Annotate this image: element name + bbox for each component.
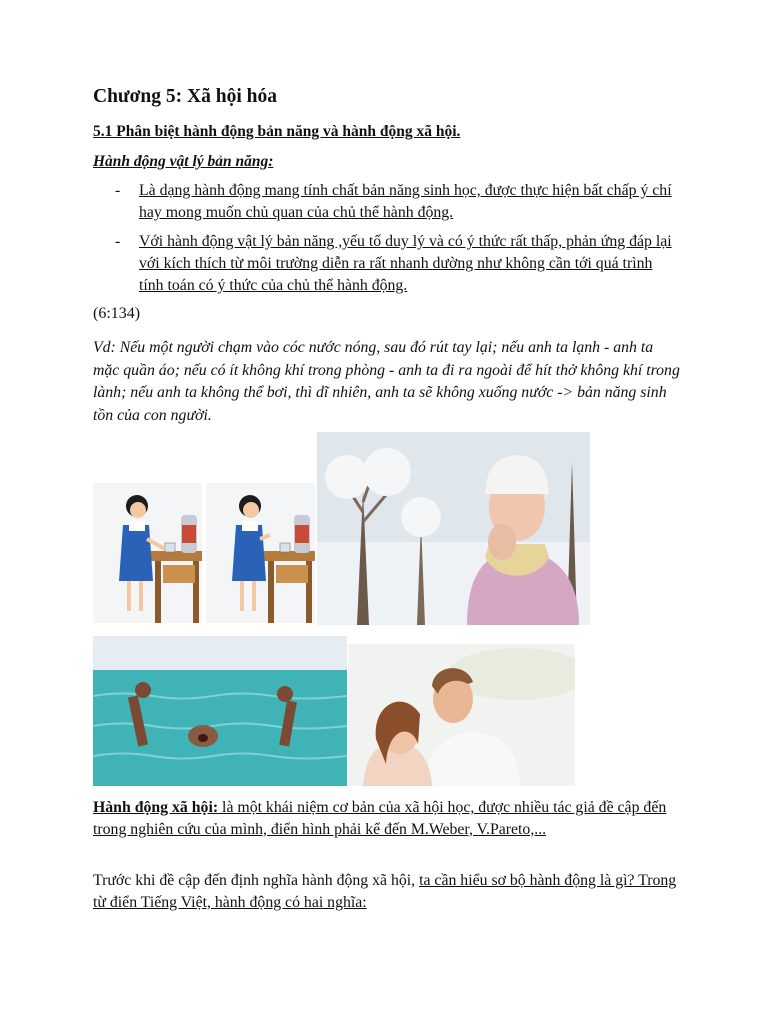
intro-plain-text: Trước khi đề cập đến định nghĩa hành động xã hội, bbox=[93, 872, 420, 889]
bullet-list bbox=[93, 180, 678, 304]
section-title: 5.1 Phân biệt hành động bản năng và hành động xã hội. bbox=[93, 123, 461, 140]
drowning-person-photo bbox=[93, 636, 347, 786]
bullet-item bbox=[93, 231, 678, 297]
social-action-term: Hành động xã hội: bbox=[93, 799, 219, 816]
couple-fresh-air-photo bbox=[348, 644, 575, 786]
girl-hot-cup-illustration-2 bbox=[206, 483, 315, 623]
chapter-title: Chương 5: Xã hội hóa bbox=[93, 86, 277, 107]
social-action-body: là một khái niệm cơ bản của xã hội học, được nhiều tác giả đề cập đến trong nghiên cứu của mình, điển hình phải kể đến M.Weber, V.Pareto,... bbox=[93, 799, 667, 838]
intro-paragraph bbox=[93, 870, 683, 913]
woman-cold-winter-photo bbox=[317, 432, 590, 625]
bullet-marker: - bbox=[115, 182, 121, 199]
girl-hot-cup-illustration-1 bbox=[93, 483, 202, 623]
bullet-marker: - bbox=[115, 233, 121, 250]
subheading-instinctive-action: Hành động vật lý bản năng: bbox=[93, 153, 274, 170]
example-paragraph: Vd: Nếu một người chạm vào cóc nước nóng, sau đó rút tay lại; nếu anh ta lạnh - anh ta mặc quần áo; nếu có ít không khí trong phòng - anh ta đi ra ngoài để hít thở không khí trong lành; nếu anh ta không thể bơi, thì dĩ nhiên, anh ta sẽ không xuống nước -> bản năng sinh tồn của con người. bbox=[93, 339, 680, 424]
social-action-definition bbox=[93, 797, 678, 840]
bullet-item bbox=[93, 180, 678, 224]
citation-reference: (6:134) bbox=[93, 305, 141, 322]
bullet-text: Là dạng hành động mang tính chất bản năng sinh học, được thực hiện bất chấp ý chí hay mong muốn chủ quan của chủ thể hành động. bbox=[139, 182, 672, 221]
bullet-text: Với hành động vật lý bản năng ,yếu tố duy lý và có ý thức rất thấp, phản ứng đáp lại với kích thích từ môi trường diễn ra rất nhanh dường như không cần tới quá trình tính toán có ý thức của chủ thể hành động. bbox=[139, 233, 672, 294]
intro-underlined-text: ta cần hiểu sơ bộ hành động là gì? Trong từ điển Tiếng Việt, hành động có hai nghĩa: bbox=[93, 872, 677, 911]
